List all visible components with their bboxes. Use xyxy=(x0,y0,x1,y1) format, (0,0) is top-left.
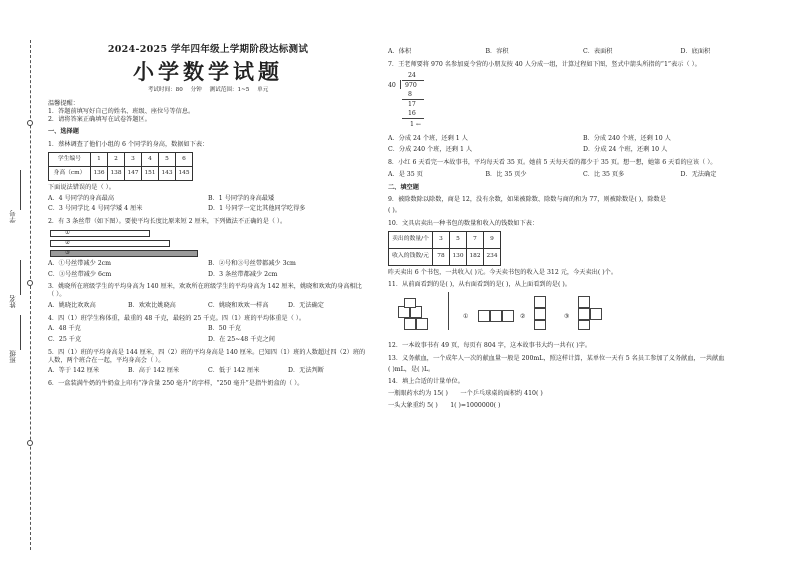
q10-table-row-1 xyxy=(389,231,501,248)
division-dividend: 970 xyxy=(405,81,417,89)
notice-heading: 温馨提醒： xyxy=(48,100,79,108)
question-7 xyxy=(388,61,778,154)
q9-line-1: 9．被除数除以除数，商是 12，没有余数，如果被除数、除数与商的和为 77，则被除数是( )，除数是 xyxy=(388,196,666,204)
division-step-1: 8 xyxy=(408,90,412,98)
binding-hole-1 xyxy=(27,120,33,126)
q1-cell: 151 xyxy=(142,166,159,180)
division-step-3: 16 xyxy=(408,109,416,117)
q2-ribbons xyxy=(48,226,368,260)
q11-divider xyxy=(448,292,449,330)
q3-option-c: C．姚晓和欢欢一样高 xyxy=(208,301,269,309)
q1-cell: 138 xyxy=(108,166,125,180)
division-quotient: 24 xyxy=(408,71,416,79)
question-14 xyxy=(388,378,778,409)
q10-cell: 182 xyxy=(467,248,484,265)
q2-option-c: C．③号丝带减少 6cm xyxy=(48,270,112,278)
question-8 xyxy=(388,159,778,179)
q4-text: 4．四（1）班学生称体重，最重的 48 千克，最轻的 25 千克。四（1）班的平均体重是（ ）。 xyxy=(48,314,306,322)
notice-item-1: 1．答题前填写好自己的姓名、班级、座位号等信息。 xyxy=(48,107,195,115)
q1-table-row-1 xyxy=(49,152,193,166)
ribbon-2: ② xyxy=(50,240,170,247)
q5-option-c: C．低于 142 厘米 xyxy=(208,367,260,375)
q7-option-c: C．分成 240 个班，还剩 1 人 xyxy=(388,146,473,154)
q4-options-row-2 xyxy=(48,336,368,344)
q4-options-row-1 xyxy=(48,325,368,333)
q1-prompt: 下面说法错误的是（ ）。 xyxy=(48,183,115,191)
q1-cell: 143 xyxy=(159,166,176,180)
ribbon-1: ① xyxy=(50,230,150,237)
exam-range: 测试范围：1~5 单元 xyxy=(209,87,269,94)
left-column xyxy=(48,44,368,388)
question-2 xyxy=(48,218,368,278)
q5-option-a: A．等于 142 厘米 xyxy=(48,367,100,375)
q10-cell: 234 xyxy=(484,248,501,265)
q11-label-2: ② xyxy=(520,313,526,320)
q2-options-row-2 xyxy=(48,271,368,279)
q4-option-c: C．25 千克 xyxy=(48,336,82,344)
question-13 xyxy=(388,355,778,374)
q1-text: 1．蔡林调查了他们小组的 6 个同学的身高，数据如下表： xyxy=(48,141,209,149)
q12-text: 12．一本故事书有 49 页，每页有 804 字，这本故事书大约一共有( )字。 xyxy=(388,342,592,349)
q14-line-2: 一头大象重约 5( ) 1( )=1000000( ) xyxy=(388,401,501,409)
division-line-2 xyxy=(402,118,424,119)
q1-cell: 145 xyxy=(176,166,193,180)
q7-long-division xyxy=(388,71,778,135)
q1-option-c: C．3 号同学比 4 号同学矮 4 厘米 xyxy=(48,205,143,213)
binding-margin xyxy=(0,0,38,562)
q8-option-c: C．比 35 页多 xyxy=(583,170,625,178)
q6-option-c: C．表面积 xyxy=(583,48,613,55)
q7-text: 7．王老师要将 970 名参加夏令营的小朋友按 40 人分成一组，计算过程如下图，竖式中箭头所指的“1”表示（ ）。 xyxy=(388,60,701,68)
q1-cell: 147 xyxy=(125,166,142,180)
right-column xyxy=(388,48,778,410)
q10-cell: 78 xyxy=(433,248,450,265)
q10-text: 10．文具店卖出一种书包的数量和收入的钱数如下表： xyxy=(388,219,539,227)
q14-line-1: 一瓶眼药水约为 15( ) 一个乒乓球桌的面积约 410( ) xyxy=(388,390,543,397)
division-divisor: 40 xyxy=(388,81,396,89)
q8-option-b: B．比 35 页少 xyxy=(485,170,527,178)
exam-time: 考试时间：80 分钟 xyxy=(147,87,202,94)
binding-label-name: 姓名 xyxy=(9,295,17,308)
q10-table-row-2 xyxy=(389,248,501,265)
q4-option-b: B．50 千克 xyxy=(208,325,241,333)
q2-option-b: B．②号和③号丝带都减少 3cm xyxy=(208,259,296,267)
main-title: 小学数学试题 xyxy=(133,58,283,84)
question-1 xyxy=(48,141,368,213)
q9-line-2: ( )。 xyxy=(388,207,401,214)
q10-line: 昨天卖出 6 个书包，一共收入( )元。今天卖书包的收入是 312 元，今天卖出( )个。 xyxy=(388,268,618,276)
q5-option-d: D．无法判断 xyxy=(288,367,324,375)
q3-text: 3．姚晓所在班级学生的平均身高为 140 厘米，欢欢所在班级学生的平均身高为 142 厘米，姚晓和欢欢的身高相比（ ）。 xyxy=(48,283,362,299)
q11-figures xyxy=(388,292,778,332)
q3-option-b: B．欢欢比姚晓高 xyxy=(128,301,176,309)
q10-cell: 3 xyxy=(433,231,450,248)
q1-table-row-2 xyxy=(49,166,193,180)
division-remainder: 1 xyxy=(410,120,414,128)
division-step-2: 17 xyxy=(408,100,416,108)
q7-option-b: B．分成 240 个班，还剩 10 人 xyxy=(583,134,671,142)
notice-block xyxy=(48,100,368,123)
q3-options xyxy=(48,302,368,310)
q10-cell: 9 xyxy=(484,231,501,248)
q1-cell: 6 xyxy=(176,152,193,166)
q13-line-2: ( )mL，是( )L。 xyxy=(388,365,435,373)
q8-option-a: A．是 35 页 xyxy=(388,170,423,178)
q8-text: 8．小红 6 天看完一本故事书，平均每天看 35 页。她前 5 天每天看的都少于 35 页。想一想，她第 6 天看的应该（ ）。 xyxy=(388,159,717,166)
q1-option-a: A．4 号同学的身高最高 xyxy=(48,194,115,202)
q1-options-row-2 xyxy=(48,205,368,213)
question-3 xyxy=(48,283,368,309)
q6-options xyxy=(388,48,778,56)
q1-options-row-1 xyxy=(48,195,368,203)
binding-hole-2 xyxy=(27,280,33,286)
q8-options xyxy=(388,171,778,179)
q11-label-3: ③ xyxy=(564,313,570,320)
question-10 xyxy=(388,220,778,277)
q3-option-d: D．无法确定 xyxy=(288,301,324,309)
binding-blank-2 xyxy=(20,260,21,295)
question-12 xyxy=(388,342,778,350)
q1-cell: 3 xyxy=(125,152,142,166)
question-4 xyxy=(48,315,368,344)
q1-cell: 1 xyxy=(91,152,108,166)
q5-options xyxy=(48,367,368,375)
q7-options-row-2 xyxy=(388,146,778,154)
q13-line-1: 13．义务献血，一个成年人一次的献血量一般是 200mL，照这样计算，某单位一天有 5 名员工参加了义务献血，一共献血 xyxy=(388,354,725,362)
q2-option-a: A．①号丝带减少 2cm xyxy=(48,259,112,267)
q6-option-b: B．容积 xyxy=(485,48,509,55)
q5-option-b: B．高于 142 厘米 xyxy=(128,367,180,375)
q14-text: 14．填上合适的计量单位。 xyxy=(388,378,464,386)
q1-cell: 2 xyxy=(108,152,125,166)
question-9 xyxy=(388,196,778,215)
q1-cell: 136 xyxy=(91,166,108,180)
q1-option-b: B．1 号同学的身高最矮 xyxy=(208,194,275,202)
q2-option-d: D．3 条丝带都减少 2cm xyxy=(208,270,278,278)
exam-title: 2024-2025 学年四年级上学期阶段达标测试 xyxy=(107,44,309,55)
q4-option-a: A．48 千克 xyxy=(48,325,81,333)
q3-option-a: A．姚晓比欢欢高 xyxy=(48,301,96,309)
binding-blank-1 xyxy=(20,170,21,210)
exam-meta xyxy=(48,87,368,94)
q1-cell: 5 xyxy=(159,152,176,166)
q1-table xyxy=(48,152,193,181)
binding-label-id: 班级 xyxy=(9,350,17,363)
q10-cell: 收入的钱数/元 xyxy=(389,248,433,265)
q10-cell: 5 xyxy=(450,231,467,248)
q1-cell: 身高（cm） xyxy=(49,166,91,180)
q1-cell: 学生编号 xyxy=(49,152,91,166)
q7-option-d: D．分成 24 个班，还剩 10 人 xyxy=(583,146,668,154)
q10-cell: 7 xyxy=(467,231,484,248)
q7-option-a: A．分成 24 个班，还剩 1 人 xyxy=(388,134,468,142)
division-arrow-icon: ← xyxy=(416,120,422,128)
question-5 xyxy=(48,349,368,375)
binding-hole-3 xyxy=(27,440,33,446)
division-line-1 xyxy=(402,99,424,100)
division-bar xyxy=(402,80,424,81)
question-6 xyxy=(48,380,368,388)
q8-option-d: D．无法确定 xyxy=(680,170,717,178)
q7-options-row-1 xyxy=(388,135,778,143)
binding-label-class: 学号 xyxy=(9,210,17,223)
question-11 xyxy=(388,281,778,332)
q11-text: 11．从前面看到的是( )，从右面看到的是( )，从上面看到的是( )。 xyxy=(388,281,571,289)
binding-blank-3 xyxy=(20,315,21,350)
q2-text: 2．有 3 条丝带（如下图）。要使平均长度比原来短 2 厘米，下列做法不正确的是（ ）。 xyxy=(48,218,287,226)
section-fill: 二、填空题 xyxy=(388,183,419,191)
q5-text: 5．四（1）班的平均身高是 144 厘米，四（2）班的平均身高是 140 厘米。已知四（1）班的人数超过四（2）班的人数，两个班合在一起，平均身高会（ ）。 xyxy=(48,348,366,364)
q1-cell: 4 xyxy=(142,152,159,166)
division-bracket xyxy=(400,80,401,89)
q10-cell: 130 xyxy=(450,248,467,265)
ribbon-3: ③ xyxy=(50,250,198,257)
q10-cell: 卖出的数量/个 xyxy=(389,231,433,248)
q6-option-d: D．底面积 xyxy=(680,48,711,55)
q6-option-a: A．体积 xyxy=(388,48,412,55)
q4-option-d: D．在 25~48 千克之间 xyxy=(208,336,275,344)
q2-options-row-1 xyxy=(48,260,368,268)
q10-table xyxy=(388,231,501,266)
binding-dashed-line xyxy=(30,40,31,550)
section-choice: 一、选择题 xyxy=(48,128,79,136)
q11-label-1: ① xyxy=(463,313,469,320)
notice-item-2: 2．请将答案正确填写在试卷答题区。 xyxy=(48,115,151,123)
q1-option-d: D．1 号同学一定比其他同学吃得多 xyxy=(208,205,306,213)
q6-text: 6．一盒装满牛奶的牛奶盒上印有“净含量 250 毫升”的字样，“250 毫升”是指牛奶盒的（ ）。 xyxy=(48,380,304,388)
